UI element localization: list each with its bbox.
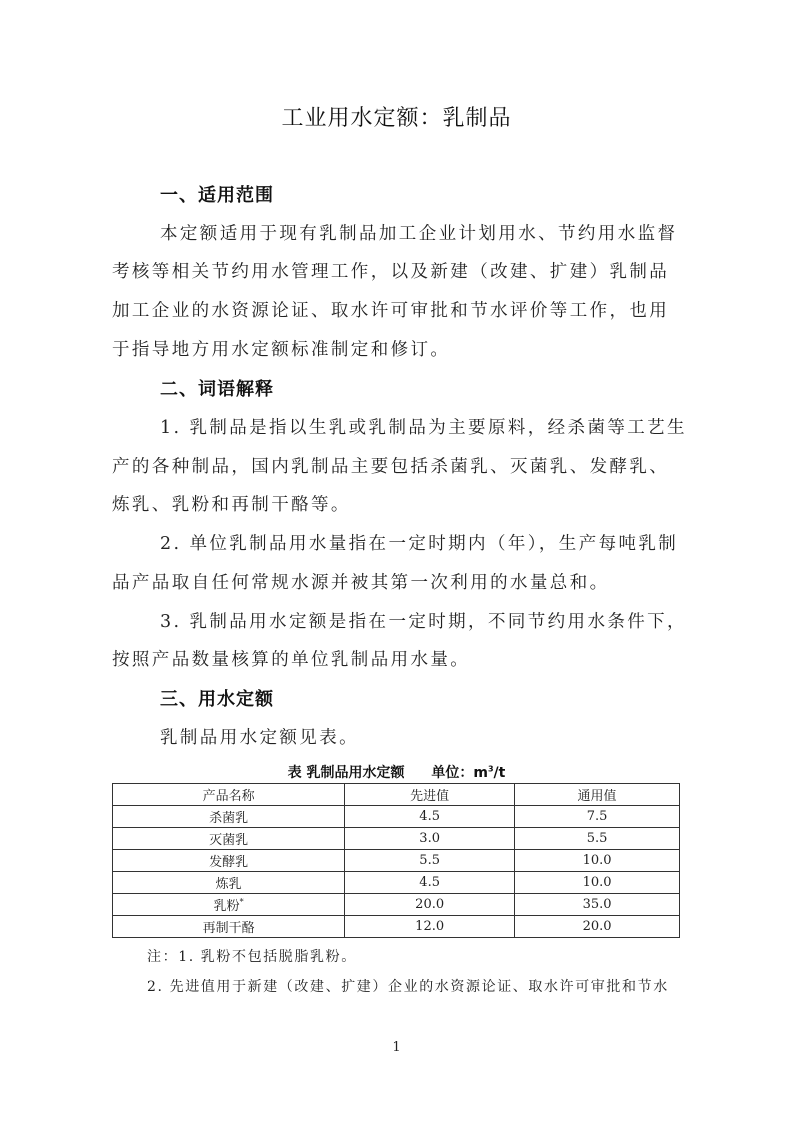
document-title: 工业用水定额：乳制品 xyxy=(281,106,512,131)
section-heading-definitions: 二、词语解释 xyxy=(160,379,274,400)
table-unit: 单位：$m^3/t$ xyxy=(431,764,506,781)
general-value: 10.0 xyxy=(515,872,680,894)
product-name: 炼乳 xyxy=(113,872,345,894)
general-value: 20.0 xyxy=(515,916,680,938)
table-note-1: 注：1. 乳粉不包括脱脂乳粉。 xyxy=(147,949,357,965)
advanced-value: 4.5 xyxy=(345,872,515,894)
product-name: 杀菌乳 xyxy=(113,806,345,828)
paragraph-line: 按照产品数量核算的单位乳制品用水量。 xyxy=(112,650,471,670)
paragraph-line: 考核等相关节约用水管理工作，以及新建（改建、扩建）乳制品 xyxy=(112,262,670,282)
paragraph-line: 2. 单位乳制品用水量指在一定时期内（年），生产每吨乳制 xyxy=(160,534,679,554)
table-row xyxy=(113,828,680,850)
paragraph-line: 于指导地方用水定额标准制定和修订。 xyxy=(112,340,451,360)
advanced-value: 3.0 xyxy=(345,828,515,850)
general-value: 5.5 xyxy=(515,828,680,850)
paragraph-line: 炼乳、乳粉和再制干酪等。 xyxy=(112,495,351,515)
table-row xyxy=(113,872,680,894)
table-row xyxy=(113,806,680,828)
general-value: 35.0 xyxy=(515,894,680,916)
table-note-2: 2. 先进值用于新建（改建、扩建）企业的水资源论证、取水许可审批和节水 xyxy=(147,979,669,995)
header-general-value: 通用值 xyxy=(515,784,680,806)
paragraph-line: 品产品取自任何常规水源并被其第一次利用的水量总和。 xyxy=(112,573,610,593)
section-heading-scope: 一、适用范围 xyxy=(160,185,274,206)
header-advanced-value: 先进值 xyxy=(345,784,515,806)
paragraph-line: 产的各种制品，国内乳制品主要包括杀菌乳、灭菌乳、发酵乳、 xyxy=(112,457,670,477)
paragraph-line: 1. 乳制品是指以生乳或乳制品为主要原料，经杀菌等工艺生 xyxy=(160,418,687,438)
table-row xyxy=(113,916,680,938)
table-caption xyxy=(0,762,793,782)
water-quota-table xyxy=(112,783,680,938)
paragraph-line: 乳制品用水定额见表。 xyxy=(160,728,359,748)
product-name: 灭菌乳 xyxy=(113,828,345,850)
page-number: 1 xyxy=(392,1040,401,1055)
advanced-value: 4.5 xyxy=(345,806,515,828)
advanced-value: 20.0 xyxy=(345,894,515,916)
paragraph-line: 加工企业的水资源论证、取水许可审批和节水评价等工作，也用 xyxy=(112,301,670,321)
header-product-name: 产品名称 xyxy=(113,784,345,806)
table-row xyxy=(113,850,680,872)
product-name: 乳粉* xyxy=(113,894,345,916)
table-caption-title: 表 乳制品用水定额 xyxy=(287,765,405,781)
advanced-value: 5.5 xyxy=(345,850,515,872)
section-heading-quota: 三、用水定额 xyxy=(160,689,274,710)
table-header-row xyxy=(113,784,680,806)
footnote-mark: * xyxy=(239,897,244,907)
paragraph-line: 3. 乳制品用水定额是指在一定时期，不同节约用水条件下， xyxy=(160,612,687,632)
paragraph-line: 本定额适用于现有乳制品加工企业计划用水、节约用水监督 xyxy=(160,224,678,244)
general-value: 10.0 xyxy=(515,850,680,872)
general-value: 7.5 xyxy=(515,806,680,828)
product-name: 发酵乳 xyxy=(113,850,345,872)
table-row xyxy=(113,894,680,916)
product-name: 再制干酪 xyxy=(113,916,345,938)
advanced-value: 12.0 xyxy=(345,916,515,938)
